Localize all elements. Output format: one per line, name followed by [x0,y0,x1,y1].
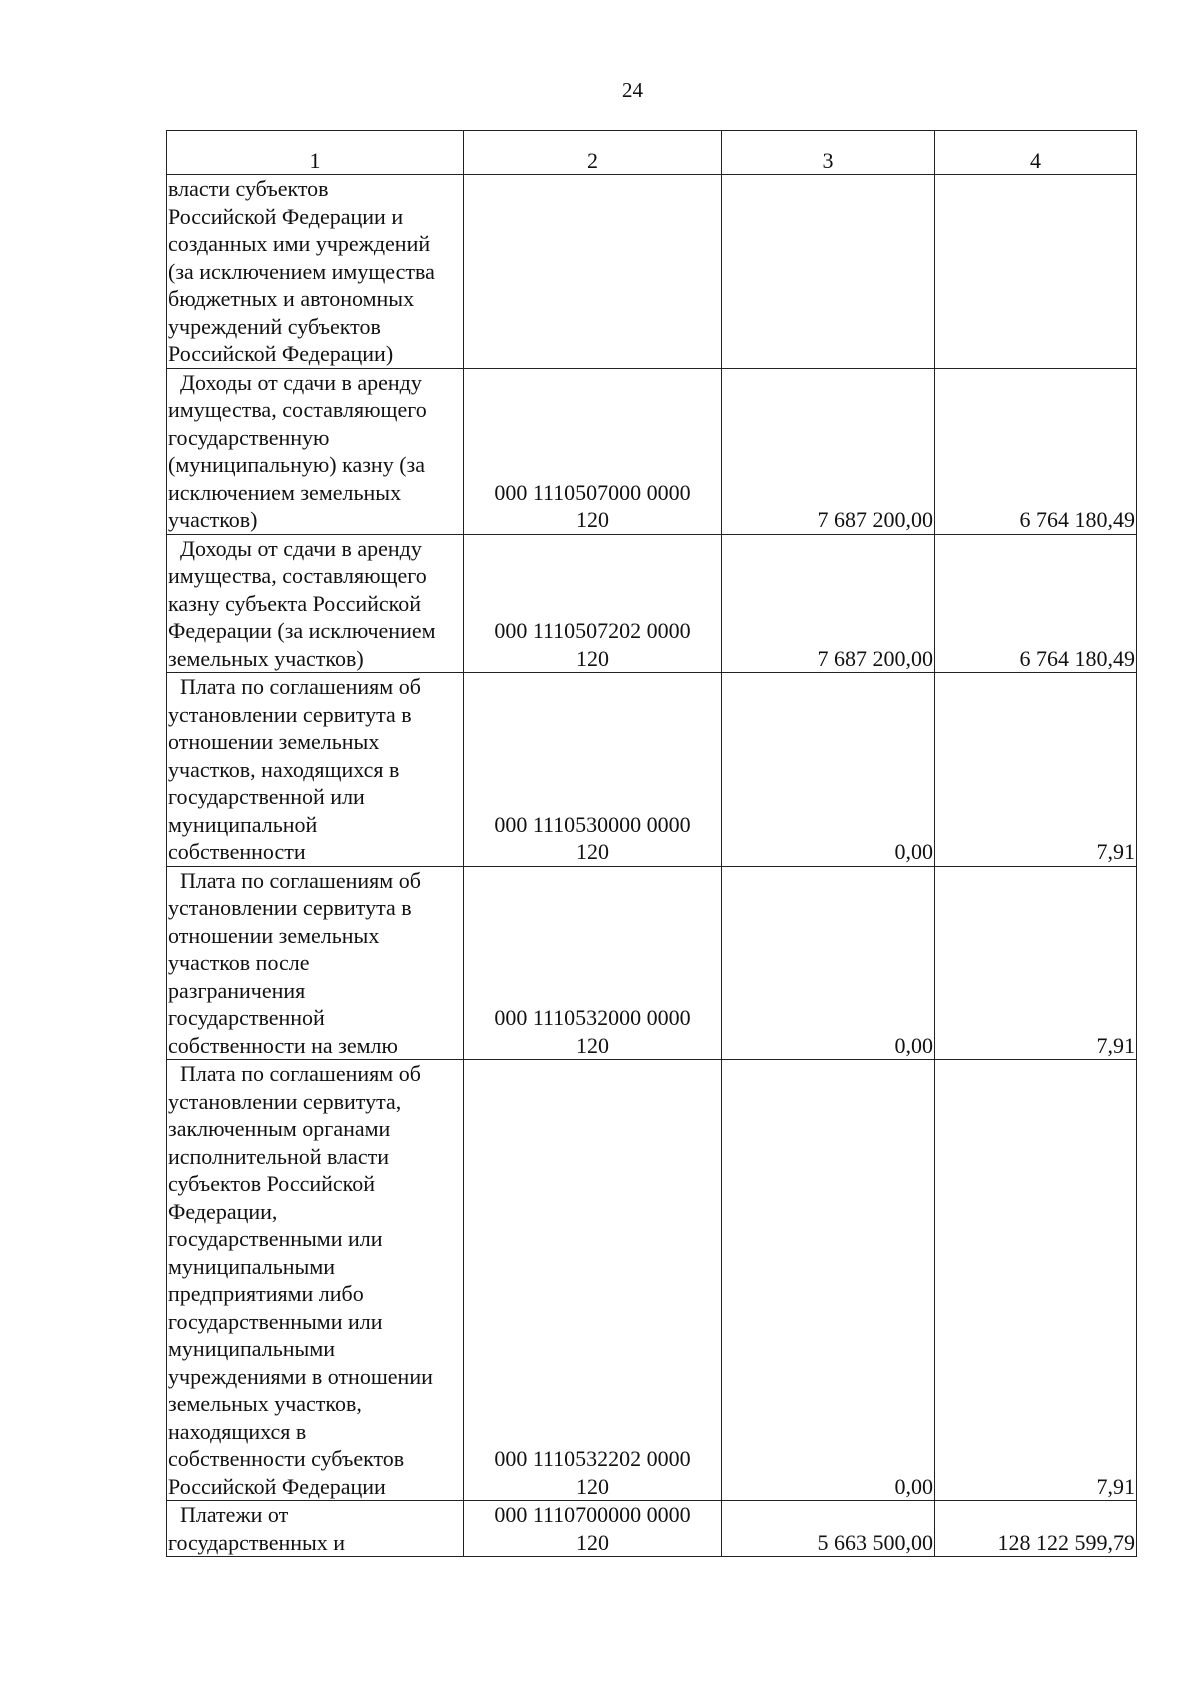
table-row [167,1501,1137,1557]
row-name [167,866,464,1060]
row-plan: 5 663 500,00 [722,1501,935,1557]
row-code [464,1501,722,1557]
name-line: бюджетных и автономных [168,286,415,311]
column-header-3: 3 [722,131,935,175]
row-name [167,1060,464,1501]
name-line: земельных участков, [168,1391,362,1416]
row-actual: 7,91 [935,673,1137,867]
code-line: 000 1110700000 0000 [494,1502,691,1527]
code-line: 120 [576,507,609,532]
header-row [167,131,1137,175]
row-actual [935,175,1137,369]
name-line: участков, находящихся в [168,756,400,782]
row-plan [722,175,935,369]
name-line: (за исключением имущества [168,258,435,284]
name-line: Федерации, [168,1198,278,1224]
row-name [167,673,464,867]
name-line: власти субъектов [168,176,329,201]
row-plan: 0,00 [722,1060,935,1501]
name-line: отношении земельных [168,922,380,948]
page-number: 24 [622,78,643,102]
name-line: находящихся в [168,1418,307,1444]
code-line: 000 1110507202 0000 [494,618,691,643]
name-line: установлении сервитута, [168,1088,402,1114]
row-plan: 7 687 200,00 [722,368,935,534]
name-line: имущества, составляющего [168,563,427,588]
row-code [464,1060,722,1501]
code-line: 120 [576,1032,609,1058]
name-line: собственности на землю [168,1032,398,1058]
row-actual: 7,91 [935,866,1137,1060]
name-line: собственности субъектов [168,1446,405,1471]
name-line: государственной или [168,784,365,809]
name-line: (муниципальную) казну (за [168,452,425,477]
name-line: муниципальными [168,1336,336,1361]
table-row [167,866,1137,1060]
name-line: субъектов Российской [168,1171,376,1196]
row-code [464,368,722,534]
row-actual: 128 122 599,79 [935,1501,1137,1557]
name-line: отношении земельных [168,729,380,754]
name-line: учреждениями в отношении [168,1363,433,1389]
row-code [464,673,722,867]
name-line: участков после [168,950,310,975]
column-header-1: 1 [167,131,464,175]
code-line: 120 [576,839,609,864]
table-row [167,1060,1137,1501]
name-line: Плата по соглашениям об [180,674,421,699]
name-line: Российской Федерации [168,1473,386,1499]
row-plan: 0,00 [722,673,935,867]
name-line: государственной [168,1005,325,1030]
row-name [167,1501,464,1557]
name-line: предприятиями либо [168,1281,364,1306]
name-line: казну субъекта Российской [168,590,422,616]
row-actual: 6 764 180,49 [935,534,1137,673]
row-plan: 0,00 [722,866,935,1060]
column-header-2: 2 [464,131,722,175]
row-name [167,534,464,673]
name-line: Российской Федерации) [168,341,394,366]
code-line: 000 1110507000 0000 [494,479,691,505]
name-line: Платежи от [180,1502,289,1527]
name-line: земельных участков) [168,645,364,671]
name-line: разграничения [168,977,306,1003]
name-line: государственными или [168,1308,383,1334]
name-line: Российской Федерации и [168,203,404,229]
code-line: 120 [576,645,609,671]
name-line: установлении сервитута в [168,895,412,920]
name-line: государственную [168,424,330,450]
code-line: 000 1110532000 0000 [494,1005,691,1030]
row-plan: 7 687 200,00 [722,534,935,673]
table-row [167,175,1137,369]
name-line: участков) [168,507,258,532]
row-actual: 7,91 [935,1060,1137,1501]
name-line: собственности [168,839,306,864]
name-line: муниципальной [168,811,318,837]
name-line: Доходы от сдачи в аренду [180,535,422,561]
row-code [464,866,722,1060]
name-line: государственными или [168,1226,383,1251]
name-line: исполнительной власти [168,1143,389,1169]
row-code [464,175,722,369]
code-line: 000 1110532202 0000 [494,1446,691,1471]
name-line: муниципальными [168,1253,336,1279]
row-name [167,175,464,369]
name-line: учреждений субъектов [168,313,381,339]
name-line: Плата по соглашениям об [180,867,421,893]
row-name [167,368,464,534]
column-header-4: 4 [935,131,1137,175]
table-row [167,534,1137,673]
name-line: Плата по соглашениям об [180,1061,421,1086]
code-line: 120 [576,1473,609,1499]
revenue-table [166,130,1137,1557]
name-line: государственных и [168,1529,346,1555]
name-line: имущества, составляющего [168,397,427,422]
name-line: исключением земельных [168,479,402,505]
row-code [464,534,722,673]
row-actual: 6 764 180,49 [935,368,1137,534]
name-line: заключенным органами [168,1116,391,1141]
name-line: установлении сервитута в [168,701,412,727]
name-line: Доходы от сдачи в аренду [180,369,422,395]
table-row [167,673,1137,867]
name-line: созданных ими учреждений [168,231,431,256]
code-line: 000 1110530000 0000 [494,811,691,837]
code-line: 120 [576,1529,609,1555]
table-row [167,368,1137,534]
name-line: Федерации (за исключением [168,618,436,643]
